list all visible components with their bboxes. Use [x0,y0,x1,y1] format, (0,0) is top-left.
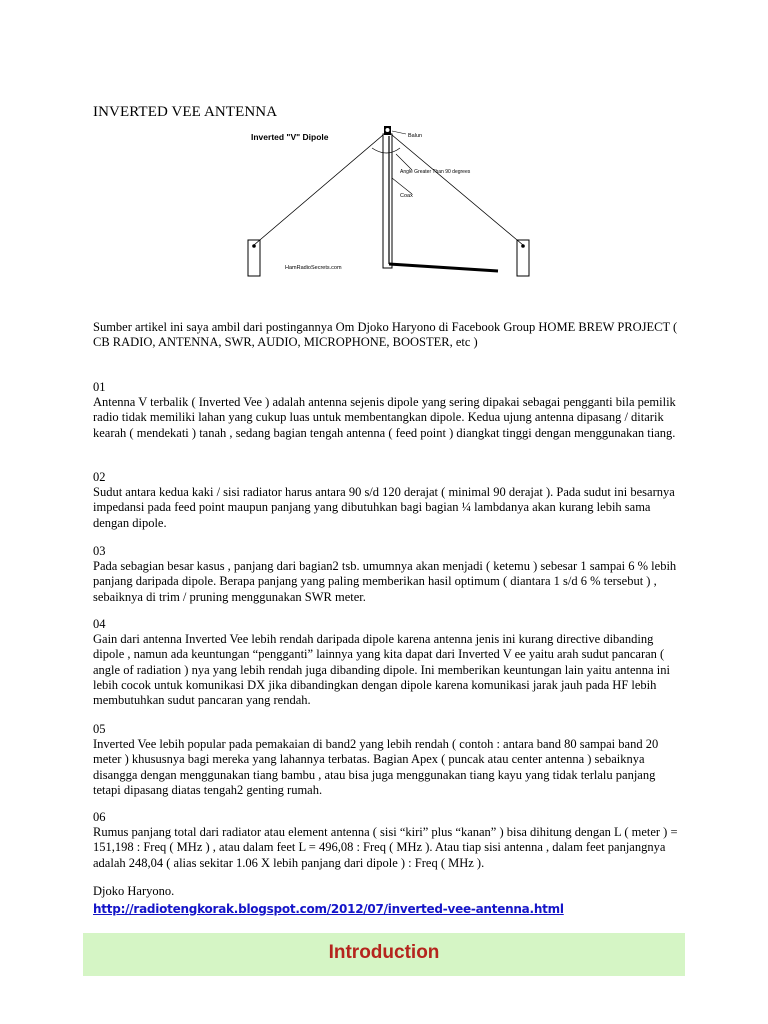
section-text: Pada sebagian besar kasus , panjang dari bagian2 tsb. umumnya akan menjadi ( ketemu ) sebesar 1 sampai 6 % lebih panjang daripada dipole. Berapa panjang yang paling memberikan hasil optimum ( diantara 1 s/d 6 % tersebut ) , sebaiknya di trim / pruning menggunakan SWR meter. [93,559,677,604]
balun-label: Balun [408,133,423,139]
section-number: 06 [93,810,106,824]
right-radiator [392,135,523,245]
section-text: Gain dari antenna Inverted Vee lebih rendah daripada dipole karena antenna jenis ini kurang directive dibanding dipole , namun ada keuntungan “pengganti” lainnya yang kita dapat dari Inverted V ee yaitu arah sudut pancaran ( angle of radiation ) nya yang lebih rendah juga dibanding dipole. Ini memberikan keuntungan lain yaitu antenna ini lebih cocok untuk komunikasi DX jika dibandingkan dengan dipole karena komunikasi jarak jauh pada HF lebih membutuhkan sudut pancaran yang rendah. [93,632,670,708]
coax-label: Coax [400,193,413,199]
section-number: 05 [93,722,106,736]
inverted-vee-diagram [240,118,540,284]
introduction-heading: Introduction [328,942,440,963]
section-text: Antenna V terbalik ( Inverted Vee ) adalah antenna sejenis dipole yang sering dipakai sebagai pengganti bila pemilik radio tidak memiliki lahan yang cukup luas untuk membentangkan dipole. Kedua ujung antenna dipasang / ditarik kearah ( mendekati ) tanah , sedang bagian tengah antenna ( feed point ) diangkat tinggi dengan menggunakan tiang. [93,395,676,440]
section-text: Inverted Vee lebih popular pada pemakaian di band2 yang lebih rendah ( contoh : antara band 80 sampai band 20 meter ) khususnya bagi mereka yang lahannya terbatas. Bagian Apex ( puncak atau center antenna ) sebaiknya disangga dengan menggunakan tiang bambu , atau bisa juga menggunakan tiang kayu yang tidak terlalu panjang tetapi dipasang diatas tengah2 genting rumah. [93,737,659,797]
section-number: 02 [93,470,106,484]
section-text: Sudut antara kedua kaki / sisi radiator harus antara 90 s/d 120 derajat ( minimal 90 derajat ). Pada sudut ini besarnya impedansi pada feed point maupun panjang yang dibutuhkan bagi bagian ¼ lambdanya akan kurang lebih sama dengan dipole. [93,485,675,530]
section-04 [93,617,683,708]
section-01 [93,380,683,441]
author-name: Djoko Haryono. [93,884,175,898]
section-number: 04 [93,617,106,631]
introduction-banner [83,933,685,976]
section-text: Rumus panjang total dari radiator atau element antenna ( sisi “kiri” plus “kanan” ) bisa dihitung dengan L ( meter ) = 151,198 : Freq ( MHz ) , atau dalam feet L = 496,08 : Freq ( MHz ). Atau tiap sisi antenna , dalam feet panjangnya adalah 248,04 ( alias sekitar 1.06 X lebih panjang dari dipole ) : Freq ( MHz ). [93,825,678,870]
angle-label: Angle Greater Than 90 degrees [400,169,471,175]
section-03 [93,544,683,605]
section-number: 01 [93,380,106,394]
source-paragraph: Sumber artikel ini saya ambil dari postingannya Om Djoko Haryono di Facebook Group HOME BREW PROJECT ( CB RADIO, ANTENNA, SWR, AUDIO, MICROPHONE, BOOSTER, etc ) [93,320,678,350]
page-title: INVERTED VEE ANTENNA [93,104,278,120]
diagram-credit: HamRadioSecrets.com [285,265,342,271]
left-radiator [254,135,383,245]
section-number: 03 [93,544,106,558]
section-06 [93,810,683,871]
section-05 [93,722,683,798]
section-02 [93,470,683,531]
mast [383,134,392,268]
source-link[interactable]: http://radiotengkorak.blogspot.com/2012/07/inverted-vee-antenna.html [93,902,564,916]
diagram-heading: Inverted "V" Dipole [251,132,329,142]
